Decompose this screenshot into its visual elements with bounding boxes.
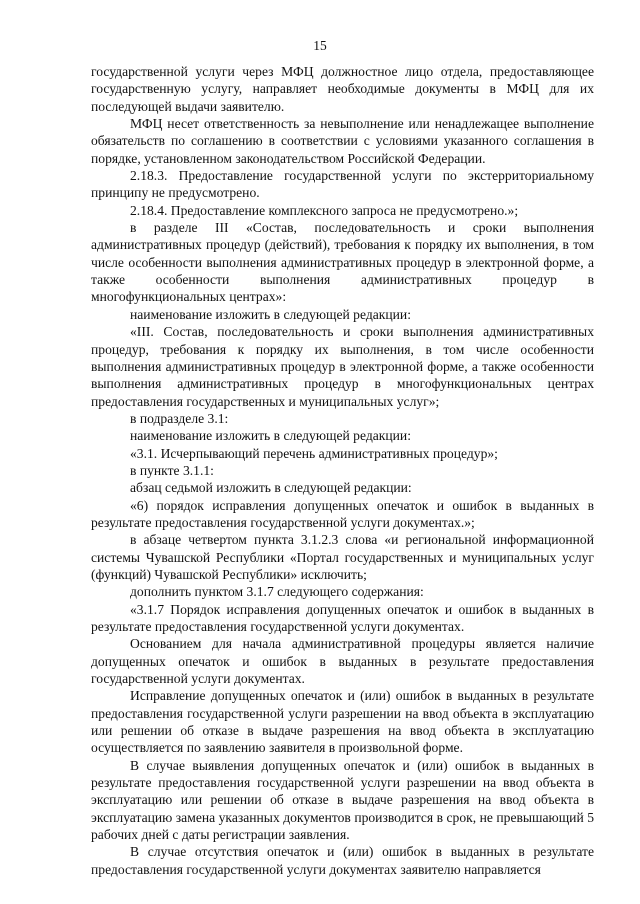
paragraph: «III. Состав, последовательность и сроки выполнения административных процедур, требования к порядку их выполнения, в том числе особенности выполнения административных процедур в электронной форме, а также особенности выполнения административных процедур в многофункциональных центрах предоставления государственных и муниципальных услуг»; bbox=[91, 324, 594, 409]
paragraph: абзац седьмой изложить в следующей редакции: bbox=[130, 480, 412, 496]
paragraph: дополнить пунктом 3.1.7 следующего содержания: bbox=[130, 584, 424, 600]
paragraph: Основанием для начала административной процедуры является наличие допущенных опечаток и ошибок в выданных в результате предоставления государственной услуги документах. bbox=[91, 636, 594, 687]
paragraph: «3.1. Исчерпывающий перечень административных процедур»; bbox=[130, 445, 498, 461]
paragraph: в разделе III «Состав, последовательность и сроки выполнения административных процедур (действий), требования к порядку их выполнения, в том числе особенности выполнения административных процедур в электронной форме, а также особенности выполнения административных процедур в многофункциональных центрах»: bbox=[91, 220, 594, 305]
page-number: 15 bbox=[313, 38, 327, 53]
paragraph: в подразделе 3.1: bbox=[130, 410, 229, 426]
paragraph: «6) порядок исправления допущенных опечаток и ошибок в выданных в результате предоставления государственной услуги документах.»; bbox=[91, 497, 594, 530]
paragraph: государственной услуги через МФЦ должностное лицо отдела, предоставляющее государственную услугу, направляет необходимые документы в МФЦ для их последующей выдачи заявителю. bbox=[91, 64, 594, 114]
paragraph: МФЦ несет ответственность за невыполнение или ненадлежащее выполнение обязательств по соглашению в соответствии с условиями указанного соглашения в порядке, установленном законодательством Российской Федерации. bbox=[91, 116, 594, 166]
paragraph: 2.18.4. Предоставление комплексного запроса не предусмотрено.»; bbox=[130, 202, 519, 218]
paragraph: «3.1.7 Порядок исправления допущенных опечаток и ошибок в выданных в результате предоставления государственной услуги документах. bbox=[91, 601, 594, 634]
paragraph: 2.18.3. Предоставление государственной услуги по экстерриториальному принципу не предусмотрено. bbox=[91, 168, 594, 201]
paragraph: наименование изложить в следующей редакции: bbox=[130, 306, 411, 322]
paragraph: в пункте 3.1.1: bbox=[130, 462, 214, 478]
paragraph: В случае выявления допущенных опечаток и (или) ошибок в выданных в результате предоставления государственной услуги разрешении на ввод объекта в эксплуатацию или решении об отказе в выдаче разрешения на ввод объекта в эксплуатацию замена указанных документов производится в срок, не превышающий 5 рабочих дней с даты регистрации заявления. bbox=[91, 757, 594, 843]
paragraph: в абзаце четвертом пункта 3.1.2.3 слова «и региональной информационной системы Чувашской Республики «Портал государственных и муниципальных услуг (функций) Чувашской Республики» исключить; bbox=[91, 532, 594, 582]
paragraph: В случае отсутствия опечаток и (или) ошибок в выданных в результате предоставления государственной услуги документах заявителю направляется bbox=[91, 844, 594, 877]
paragraph: Исправление допущенных опечаток и (или) ошибок в выданных в результате предоставления государственной услуги разрешении на ввод объекта в эксплуатацию или решении об отказе в выдаче разрешения на ввод объекта в эксплуатацию осуществляется по заявлению заявителя в произвольной форме. bbox=[91, 688, 594, 756]
document-body bbox=[91, 63, 594, 878]
paragraph: наименование изложить в следующей редакции: bbox=[130, 428, 411, 444]
